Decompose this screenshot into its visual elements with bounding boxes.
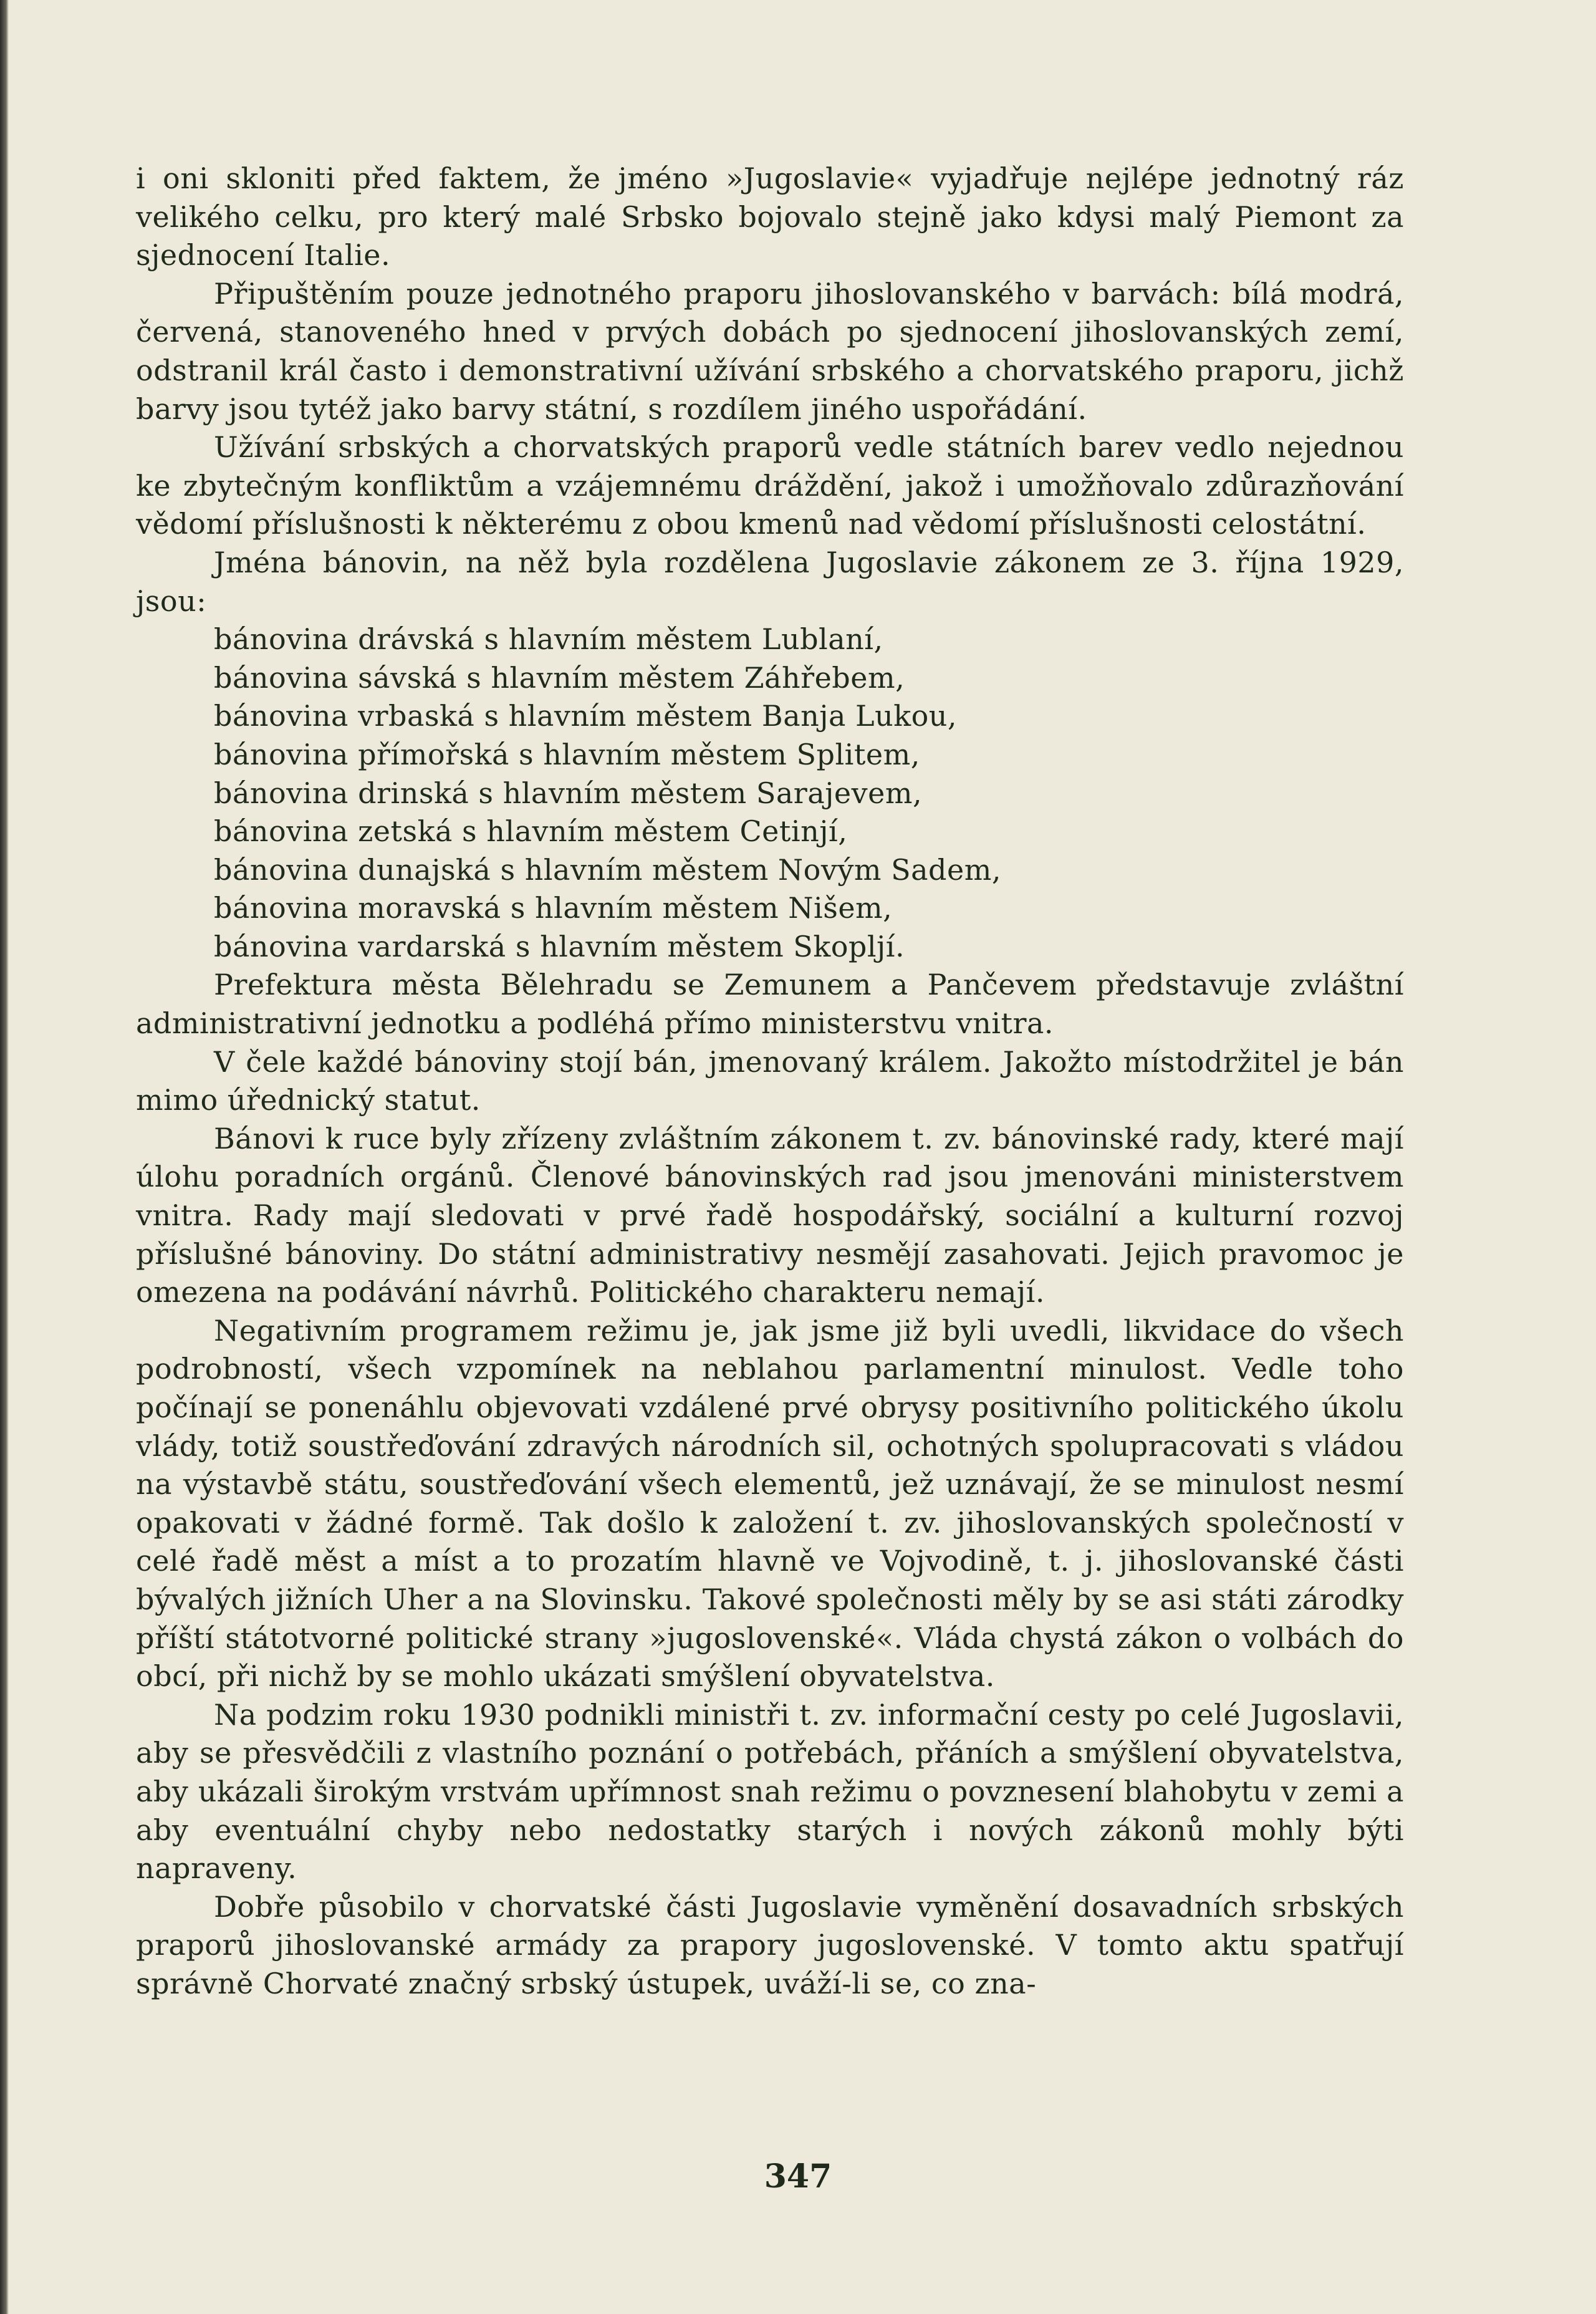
- list-item: bánovina zetská s hlavním městem Cetinjí,: [214, 814, 848, 849]
- paragraph-7: Bánovi k ruce byly zřízeny zvláštním zákonem t. zv. bánovinské rady, které mají úlohu poradních orgánů. Členové bánovinských rad jsou jmenováni ministerstvem vnitra. Rady mají sledovati v prvé řadě hospodářský, sociální a kulturní rozvoj příslušné bánoviny. Do státní administrativy nesmějí zasahovati. Jejich pravomoc je omezena na podávání návrhů. Politického charakteru nemají.: [136, 1121, 1404, 1309]
- list-item: bánovina vardarská s hlavním městem Skopljí.: [214, 929, 905, 963]
- page-number: 347: [764, 2157, 832, 2196]
- list-item: bánovina drinská s hlavním městem Sarajevem,: [214, 776, 923, 810]
- list-item: bánovina vrbaská s hlavním městem Banja Lukou,: [214, 699, 958, 733]
- list-item: bánovina drávská s hlavním městem Lublaní,: [214, 622, 883, 657]
- list-item: bánovina moravská s hlavním městem Nišem,: [214, 891, 893, 925]
- paragraph-9: Na podzim roku 1930 podnikli ministři t. zv. informační cesty po celé Jugoslavii, aby se přesvědčili z vlastního poznání o potřebách, přáních a smýšlení obyvatelstva, aby ukázali širokým vrstvám upřímnost snah režimu o povznesení blahobytu v zemi a aby eventuální chyby nebo nedostatky starých i nových zákonů mohly býti napraveny.: [136, 1697, 1404, 1886]
- list-item: bánovina přímořská s hlavním městem Splitem,: [214, 737, 920, 771]
- paragraph-5: Prefektura města Bělehradu se Zemunem a Pančevem představuje zvláštní administrativní jednotku a podléhá přímo ministerstvu vnitra.: [136, 968, 1404, 1041]
- page-body: [136, 160, 1404, 2003]
- paragraph-4: Jména bánovin, na něž byla rozdělena Jugoslavie zákonem ze 3. října 1929, jsou:: [136, 545, 1404, 618]
- paragraph-8: Negativním programem režimu je, jak jsme již byli uvedli, likvidace do všech podrobností, všech vzpomínek na neblahou parlamentní minulost. Vedle toho počínají se ponenáhlu objevovati vzdálené prvé obrysy positivního politického úkolu vlády, totiž soustřeďování zdravých národních sil, ochotných spolupracovati s vládou na výstavbě státu, soustřeďování všech elementů, jež uznávají, že se minulost nesmí opakovati v žádné formě. Tak došlo k založení t. zv. jihoslovanských společností v celé řadě měst a míst a to prozatím hlavně ve Vojvodině, t. j. jihoslovanské části bývalých jižních Uher a na Slovinsku. Takové společnosti měly by se asi státi zárodky příští státotvorné politické strany »jugoslovenské«. Vláda chystá zákon o volbách do obcí, při nichž by se mohlo ukázati smýšlení obyvatelstva.: [136, 1313, 1404, 1694]
- paragraph-10: Dobře působilo v chorvatské části Jugoslavie vyměnění dosavadních srbských praporů jihoslovanské armády za prapory jugoslovenské. V tomto aktu spatřují správně Chorvaté značný srbský ústupek, uváží-li se, co zna-: [136, 1889, 1404, 2000]
- list-item: bánovina sávská s hlavním městem Záhřebem,: [214, 660, 905, 695]
- paragraph-1: i oni skloniti před faktem, že jméno »Jugoslavie« vyjadřuje nejlépe jednotný ráz velikého celku, pro který malé Srbsko bojovalo stejně jako kdysi malý Piemont za sjednocení Italie.: [136, 161, 1404, 272]
- paragraph-2: Připuštěním pouze jednotného praporu jihoslovanského v barvách: bílá modrá, červená, stanoveného hned v prvých dobách po sjednocení jihoslovanských zemí, odstranil král často i demonstrativní užívání srbského a chorvatského praporu, jichž barvy jsou tytéž jako barvy státní, s rozdílem jiného uspořádání.: [136, 276, 1404, 426]
- list-item: bánovina dunajská s hlavním městem Novým Sadem,: [214, 852, 1001, 887]
- paragraph-3: Užívání srbských a chorvatských praporů vedle státních barev vedlo nejednou ke zbytečným konfliktům a vzájemnému dráždění, jakož i umožňovalo zdůrazňování vědomí příslušnosti k některému z obou kmenů nad vědomí příslušnosti celostátní.: [136, 430, 1404, 541]
- paragraph-6: V čele každé bánoviny stojí bán, jmenovaný králem. Jakožto místodržitel je bán mimo úřednický statut.: [136, 1044, 1404, 1117]
- banovina-list: [136, 620, 1404, 966]
- binding-edge: [0, 0, 9, 2314]
